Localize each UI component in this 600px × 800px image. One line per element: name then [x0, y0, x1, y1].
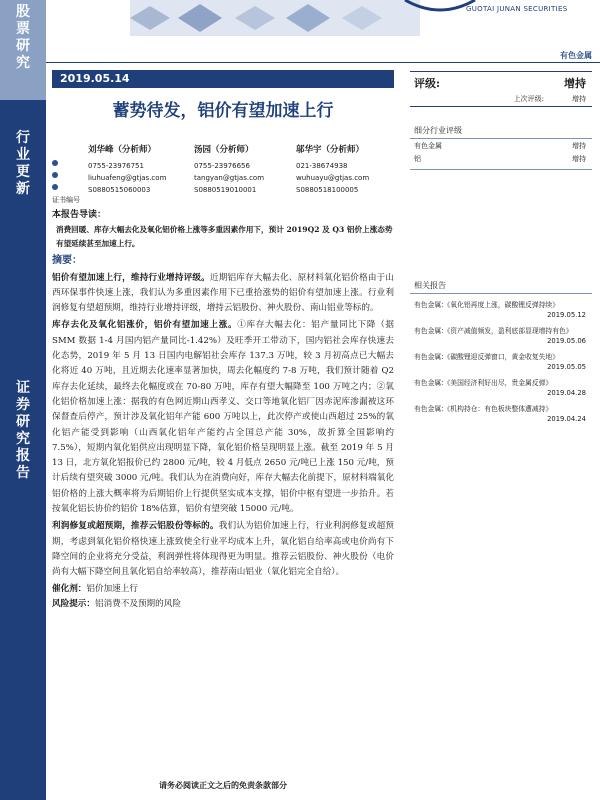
sidebar-text-industry-update: 行 业 更 新	[16, 130, 30, 197]
related-report-link[interactable]: 有色金属:《碳酸锂迎反弹窗口，黄金收复失地》	[414, 353, 560, 361]
previous-rating-row	[410, 91, 592, 105]
paragraph-3	[52, 519, 394, 580]
analyst-cert: S0880515060003	[88, 186, 151, 194]
sub-rating-row	[410, 154, 592, 167]
rating-rule-bottom	[410, 106, 592, 107]
divider	[410, 293, 592, 294]
rating-row	[410, 73, 592, 91]
rating-value: 增持	[564, 77, 586, 90]
sector-tag: 有色金属	[560, 50, 592, 60]
analyst-email[interactable]: wuhuayu@gtjas.com	[296, 174, 370, 182]
sidebar-text-stock-research: 股 票 研 究	[16, 4, 30, 71]
paragraph-2-text: ①库存大幅去化：铝产量同比下降（据 SMM 数据 1-4 月国内铝产量同比-1.42%）及旺季开工带动下，国内铝社会库存快速去化态势，2019 年 5 月 13 日国内电解铝社会库存 137.3 万吨，较 3 月初高点已大幅去化将近 40 万吨，且近期去化速率显著加快，周去化幅度约 7-8 万吨，我们预计随着 Q2 库存去化延续，最终去化幅度或在 70-80 万吨，库存有望大幅降至 100 万吨之内；②氧化铝价格加速上涨：据我的有色网近期山西孝义、交口等地氧化铝厂因赤泥库渗漏被这环保督查后停产，预计涉及氧化铝年产能 600 万吨以上，此次停产或使山西超过 25%的氧化铝产能受到影响（山西氧化铝年产能约占全国总产能 30%，故折算全国影响约 7.5%），短期内氧化铝供应出现明显下降，氧化铝价格呈现明显上涨。截至 2019 年 5 月 13 日，北方氧化铝报价已约 2800 元/吨，较 4 月低点 2650 元/吨已上涨 150 元/吨，预计后续有望突破 3000 元/吨。我们认为在消费向好，库存大幅去化前提下，原材料端氧化铝价格的上涨大概率将为后期铝价上行提供坚实成本支撑，铝价中枢有望进一步抬升。若按氧化铝长协价约铝价 18%估算，铝价有望突破 15000 元/吨。	[52, 320, 394, 515]
related-report-link[interactable]: 有色金属:《美国经济利好出尽，贵金属反弹》	[414, 379, 553, 387]
analyst-phone: 0755-23976656	[194, 162, 250, 170]
person-icon	[52, 160, 58, 166]
guide-heading: 本报告导读：	[52, 210, 107, 220]
risk-label: 风险提示：	[52, 598, 95, 609]
sidebar-text-securities-report: 证 券 研 究 报 告	[16, 380, 30, 481]
sub-rating-value: 增持	[572, 142, 586, 150]
analyst-1	[88, 144, 200, 196]
paragraph-1-lead: 铝价有望加速上行，维持行业增持评级。	[52, 272, 210, 283]
phone-icon	[52, 172, 58, 178]
related-report-date: 2019.05.06	[547, 337, 586, 345]
risk-text: 铝消费不及预期的风险	[94, 598, 181, 609]
related-report-date: 2019.05.05	[547, 363, 586, 371]
related-report-link[interactable]: 有色金属:《氧化铝再度上涨，碳酸锂反弹持续》	[414, 301, 560, 309]
paragraph-1	[52, 271, 394, 317]
related-reports-heading: 相关报告	[414, 281, 446, 290]
analyst-cert: S0880519010001	[194, 186, 257, 194]
previous-rating-value: 增持	[572, 95, 586, 103]
right-column	[410, 70, 592, 424]
sub-rating-name: 铝	[414, 155, 421, 163]
sub-rating-name: 有色金属	[414, 142, 442, 150]
analyst-block	[52, 144, 394, 204]
paragraph-3-lead: 利润修复或超预期，推荐云铝股份等标的。	[52, 521, 219, 532]
previous-rating-label: 上次评级:	[513, 95, 544, 103]
header-rule	[46, 62, 600, 63]
catalyst-text: 铝价加速上行	[86, 583, 138, 594]
catalyst-label: 催化剂：	[52, 583, 87, 594]
sub-industry-heading: 细分行业评级	[414, 126, 462, 135]
related-report-link[interactable]: 有色金属:《机构持仓：有色板块整体遭减持》	[414, 405, 553, 413]
analyst-email[interactable]: tangyan@gtjas.com	[194, 174, 265, 182]
divider	[410, 169, 592, 170]
analyst-labels	[52, 158, 82, 206]
paragraph-1-text: 近期铝库存大幅去化、原材料氧化铝价格由于山西环保事件快速上涨，我们认为多重因素作用下已重拾涨势的铝价有望加速上涨。行业利润修复有望超预期，维持行业增持评级，增持云铝股份、神火股份、南山铝业等标的。	[52, 272, 394, 314]
report-title: 蓄势待发，铝价有望加速上行	[112, 101, 334, 121]
analyst-name: 汤园（分析师）	[194, 145, 254, 155]
analyst-phone: 0755-23976751	[88, 162, 144, 170]
related-report-date: 2019.05.12	[547, 311, 586, 319]
left-sidebar	[0, 0, 46, 800]
paragraph-3-text: 我们认为铝价加速上行，行业利润修复或超预期，考虑到氧化铝价格快速上涨致使全行业平均成本上升，氧化铝自给率高或电价尚有下降空间的企业将充分受益，利润弹性将体现得更为明显。推荐云铝股份、神火股份（电价尚有大幅下降空间且氧化铝自给率较高），推荐南山铝业（氧化铝完全自给）。	[52, 521, 394, 578]
rating-label: 评级:	[414, 77, 441, 90]
sub-rating-row	[410, 141, 592, 154]
analyst-name: 邬华宇（分析师）	[296, 145, 365, 155]
catalyst-line	[52, 582, 394, 597]
rating-rule	[410, 71, 592, 72]
risk-line	[52, 597, 394, 612]
cert-label: 证书编号	[52, 196, 80, 204]
report-date: 2019.05.14	[52, 70, 394, 88]
related-report-date: 2019.04.24	[547, 415, 586, 423]
summary-heading: 摘要：	[52, 255, 82, 267]
related-report-link[interactable]: 有色金属:《资产减值频发，盈利底部显现增持有色》	[414, 327, 573, 335]
email-icon	[52, 184, 58, 190]
related-report-date: 2019.04.28	[547, 389, 586, 397]
sub-rating-value: 增持	[572, 155, 586, 163]
disclaimer-footer: 请务必阅读正文之后的免责条款部分	[159, 780, 287, 790]
analyst-cert: S0880518100005	[296, 186, 359, 194]
report-body	[52, 208, 394, 612]
analyst-name: 刘华峰（分析师）	[88, 145, 157, 155]
analyst-phone: 021-38674938	[296, 162, 348, 170]
analyst-2	[194, 144, 306, 196]
analyst-email[interactable]: liuhuafeng@gtjas.com	[88, 174, 167, 182]
analyst-3	[296, 144, 408, 196]
guide-text: 消费回暖、库存大幅去化及氧化铝价格上涨等多重因素作用下，预计 2019Q2 及 Q3 铝价上涨态势有望延续甚至加速上行。	[56, 225, 393, 249]
header-banner	[130, 0, 420, 36]
logo-text: GUOTAI JUNAN SECURITIES	[466, 5, 568, 13]
paragraph-2	[52, 318, 394, 517]
paragraph-2-lead: 库存去化及氧化铝涨价，铝价有望加速上涨。	[52, 320, 238, 331]
divider	[410, 138, 592, 139]
